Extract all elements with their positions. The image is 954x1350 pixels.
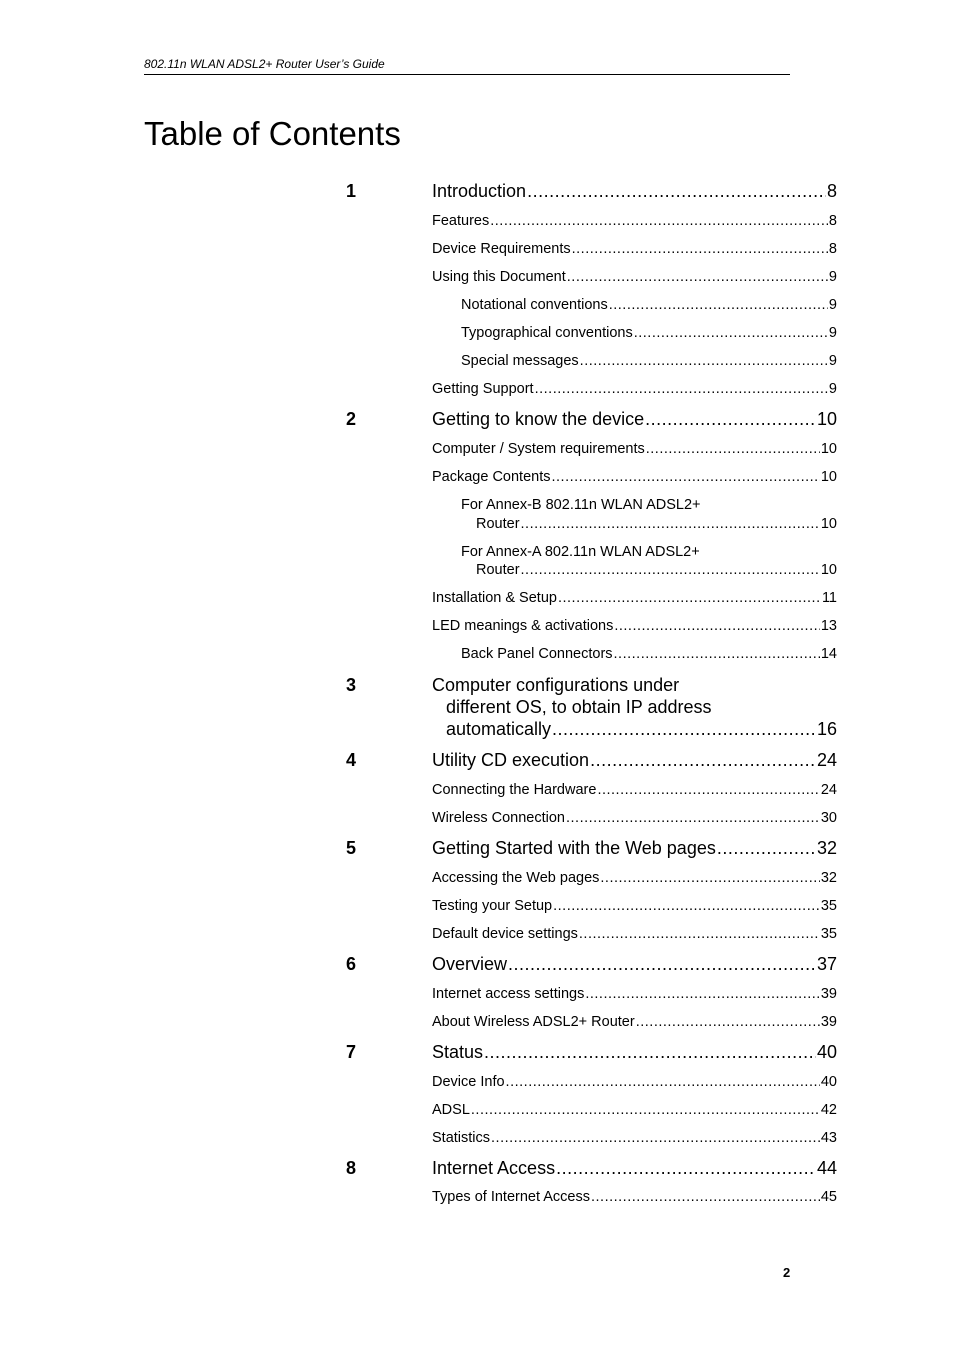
toc-entry-page: 9 <box>828 325 837 341</box>
toc-chapter-entry[interactable] <box>432 749 837 771</box>
dot-leader <box>558 589 821 607</box>
toc-entry-title: Getting Support <box>432 381 534 397</box>
toc-entry-title: automatically <box>446 719 552 739</box>
toc-entry-title: Getting Started with the Web pages <box>432 838 716 858</box>
toc-subsection-entry[interactable] <box>461 324 837 342</box>
toc-entry-page: 10 <box>820 469 837 485</box>
toc-section-entry[interactable] <box>432 781 837 799</box>
toc-section-entry[interactable] <box>432 468 837 486</box>
dot-leader <box>585 985 820 1003</box>
toc-entry-title: Features <box>432 213 490 229</box>
toc-entry-title: Default device settings <box>432 926 578 942</box>
toc-chapter-entry[interactable] <box>432 837 837 859</box>
toc-entry-page: 9 <box>828 381 837 397</box>
toc-entry-title: Overview <box>432 954 508 974</box>
dot-leader <box>614 617 820 635</box>
toc-entry-title: Internet access settings <box>432 986 585 1002</box>
dot-leader <box>535 380 828 398</box>
dot-leader <box>552 718 816 740</box>
toc-section-entry[interactable] <box>432 240 837 258</box>
toc-entry-page: 37 <box>816 954 837 974</box>
dot-leader <box>591 1188 820 1206</box>
toc-section-entry[interactable] <box>432 869 837 887</box>
dot-leader <box>634 324 828 342</box>
dot-leader <box>572 240 828 258</box>
toc-entry-page: 32 <box>816 838 837 858</box>
toc-section-entry[interactable] <box>432 440 837 458</box>
toc-entry-page: 10 <box>820 516 837 532</box>
chapter-number: 4 <box>346 750 357 770</box>
chapter-number: 6 <box>346 954 357 974</box>
dot-leader <box>566 809 820 827</box>
toc-entry-page: 44 <box>816 1158 837 1178</box>
toc-entry-title: Installation & Setup <box>432 590 557 606</box>
toc-entry-title: Notational conventions <box>461 297 608 313</box>
toc-entry-page: 9 <box>828 353 837 369</box>
toc-chapter-entry[interactable] <box>432 408 837 430</box>
dot-leader <box>717 837 816 859</box>
toc-entry-title-line2: different OS, to obtain IP address <box>446 697 712 717</box>
toc-section-entry[interactable] <box>432 380 837 398</box>
toc-entry-title: Accessing the Web pages <box>432 870 600 886</box>
dot-leader <box>552 468 820 486</box>
toc-entry-title: Device Requirements <box>432 241 571 257</box>
toc-section-entry[interactable] <box>432 985 837 1003</box>
dot-leader <box>508 953 816 975</box>
toc-entry-page: 9 <box>828 297 837 313</box>
running-header: 802.11n WLAN ADSL2+ Router User’s Guide <box>144 57 790 75</box>
toc-entry-title-line1: For Annex-A 802.11n WLAN ADSL2+ <box>461 544 700 560</box>
toc-subsection-entry[interactable] <box>461 645 837 663</box>
dot-leader <box>490 212 828 230</box>
toc-entry-title: ADSL <box>432 1102 470 1118</box>
chapter-number: 5 <box>346 838 357 858</box>
toc-entry-page: 43 <box>820 1130 837 1146</box>
dot-leader <box>609 296 828 314</box>
toc-entry-title: About Wireless ADSL2+ Router <box>432 1014 635 1030</box>
toc-entry-title: LED meanings & activations <box>432 618 614 634</box>
chapter-number: 1 <box>346 181 357 201</box>
dot-leader <box>484 1041 816 1063</box>
toc-entry-title: Device Info <box>432 1074 505 1090</box>
toc-entry-title: Computer / System requirements <box>432 441 645 457</box>
toc-entry-title: Back Panel Connectors <box>461 646 613 662</box>
dot-leader <box>645 408 816 430</box>
dot-leader <box>567 268 828 286</box>
toc-chapter-entry[interactable] <box>432 1157 837 1179</box>
toc-entry-title-line1: For Annex-B 802.11n WLAN ADSL2+ <box>461 497 701 513</box>
toc-chapter-entry[interactable] <box>432 180 837 202</box>
dot-leader <box>556 1157 816 1179</box>
toc-entry-page: 35 <box>820 926 837 942</box>
toc-section-entry[interactable] <box>432 589 837 607</box>
dot-leader <box>646 440 820 458</box>
toc-entry-page: 10 <box>820 562 837 578</box>
page-number: 2 <box>783 1265 791 1280</box>
toc-entry-title: Internet Access <box>432 1158 556 1178</box>
dot-leader <box>471 1101 820 1119</box>
toc-subsection-entry[interactable] <box>476 515 837 533</box>
toc-entry-page: 40 <box>816 1042 837 1062</box>
toc-chapter-entry[interactable] <box>432 1041 837 1063</box>
toc-entry-title: Using this Document <box>432 269 566 285</box>
toc-entry-page: 40 <box>820 1074 837 1090</box>
toc-entry-title: Getting to know the device <box>432 409 645 429</box>
toc-entry-title: Typographical conventions <box>461 325 633 341</box>
page-title: Table of Contents <box>144 115 401 152</box>
dot-leader <box>579 925 820 943</box>
toc-entry-page: 10 <box>816 409 837 429</box>
toc-section-entry[interactable] <box>432 212 837 230</box>
toc-entry-page: 11 <box>821 590 837 606</box>
toc-entry-page: 45 <box>820 1189 837 1205</box>
toc-entry-page: 42 <box>820 1102 837 1118</box>
dot-leader <box>597 781 819 799</box>
toc-entry-title: Wireless Connection <box>432 810 565 826</box>
toc-entry-title: Status <box>432 1042 484 1062</box>
toc-entry-title: Router <box>476 562 520 578</box>
toc-section-entry[interactable] <box>432 1073 837 1091</box>
dot-leader <box>553 897 820 915</box>
dot-leader <box>521 561 820 579</box>
toc-entry-title: Connecting the Hardware <box>432 782 597 798</box>
toc-section-entry[interactable] <box>432 925 837 943</box>
toc-entry-page: 13 <box>820 618 837 634</box>
toc-entry-title: Introduction <box>432 181 527 201</box>
toc-subsection-entry[interactable] <box>461 296 837 314</box>
toc-section-entry[interactable] <box>432 897 837 915</box>
toc-entry-page: 8 <box>826 181 837 201</box>
chapter-number: 8 <box>346 1158 357 1178</box>
dot-leader <box>491 1129 820 1147</box>
toc-entry-title: Utility CD execution <box>432 750 590 770</box>
toc-chapter-entry[interactable] <box>432 953 837 975</box>
toc-entry-page: 30 <box>820 810 837 826</box>
toc-entry-page: 24 <box>820 782 837 798</box>
toc-entry-page: 35 <box>820 898 837 914</box>
toc-entry-title: Special messages <box>461 353 579 369</box>
toc-entry-title: Types of Internet Access <box>432 1189 590 1205</box>
dot-leader <box>590 749 816 771</box>
toc-entry-page: 9 <box>828 269 837 285</box>
toc-entry-page: 32 <box>820 870 837 886</box>
dot-leader <box>521 515 820 533</box>
toc-subsection-entry[interactable] <box>476 561 837 579</box>
toc-entry-title-line1: Computer configurations under <box>432 675 680 695</box>
toc-entry-page: 39 <box>820 1014 837 1030</box>
toc-entry-page: 10 <box>820 441 837 457</box>
toc-entry-page: 8 <box>828 213 837 229</box>
toc-entry-title: Statistics <box>432 1130 491 1146</box>
toc-section-entry[interactable] <box>432 1188 837 1206</box>
dot-leader <box>600 869 819 887</box>
chapter-number: 3 <box>346 675 357 695</box>
toc-section-entry[interactable] <box>432 809 837 827</box>
dot-leader <box>506 1073 820 1091</box>
dot-leader <box>614 645 820 663</box>
dot-leader <box>527 180 826 202</box>
toc-section-entry[interactable] <box>432 1101 837 1119</box>
toc-entry-page: 16 <box>816 719 837 739</box>
chapter-number: 7 <box>346 1042 357 1062</box>
toc-entry-title: Package Contents <box>432 469 551 485</box>
toc-entry-page: 24 <box>816 750 837 770</box>
toc-entry-page: 14 <box>820 646 837 662</box>
dot-leader <box>636 1013 820 1031</box>
toc-section-entry[interactable] <box>432 617 837 635</box>
toc-section-entry[interactable] <box>432 1129 837 1147</box>
toc-chapter-entry[interactable] <box>446 718 837 740</box>
toc-entry-page: 8 <box>828 241 837 257</box>
toc-entry-title: Router <box>476 516 520 532</box>
dot-leader <box>580 352 828 370</box>
toc-entry-page: 39 <box>820 986 837 1002</box>
toc-section-entry[interactable] <box>432 268 837 286</box>
chapter-number: 2 <box>346 409 357 429</box>
toc-section-entry[interactable] <box>432 1013 837 1031</box>
toc-subsection-entry[interactable] <box>461 352 837 370</box>
toc-entry-title: Testing your Setup <box>432 898 553 914</box>
